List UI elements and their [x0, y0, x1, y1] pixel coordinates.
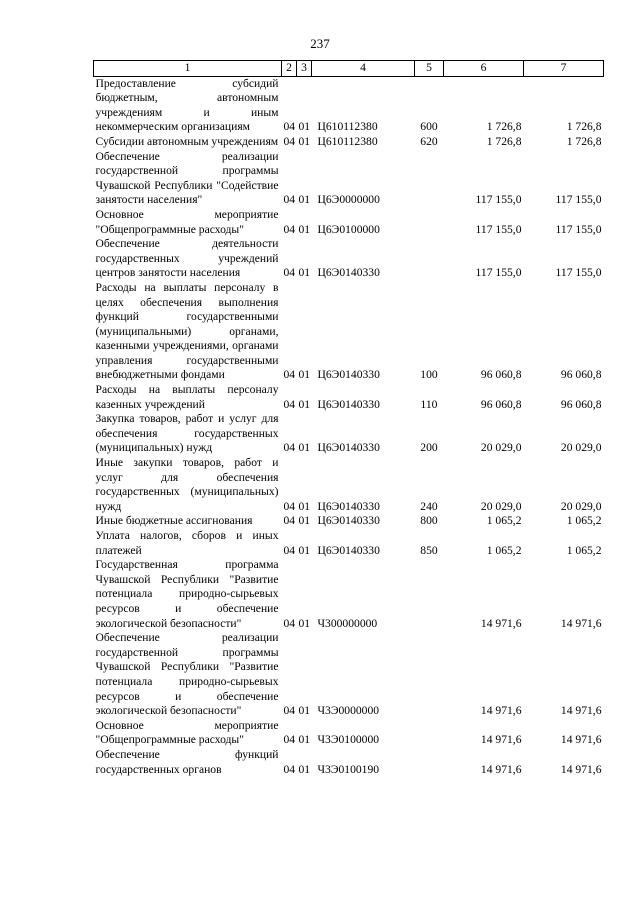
target-article-code: Ц6Э0140330	[317, 368, 380, 382]
subsection-code: 01	[298, 222, 311, 236]
table-row	[94, 748, 604, 777]
subsection-code: 01	[298, 193, 311, 207]
target-article-code: Ц610112380	[317, 134, 378, 148]
section-code: 04	[283, 441, 296, 455]
section-code: 04	[283, 514, 296, 528]
expense-type-code	[415, 558, 444, 631]
table-header-row	[94, 61, 604, 77]
subsection-code: 01	[298, 134, 311, 148]
table-row	[94, 135, 604, 150]
section-code: 04	[283, 499, 296, 513]
table-row	[94, 514, 604, 529]
expense-type-code: 850	[420, 543, 438, 557]
expense-type-code: 800	[420, 514, 438, 528]
section-code: 04	[283, 704, 296, 718]
item-name: Основное мероприятие "Общепрограммные расходы"	[95, 718, 279, 747]
amount-col7: 1 726,8	[566, 134, 602, 148]
table-row	[94, 150, 604, 208]
table-row	[94, 281, 604, 383]
page-number: 237	[310, 36, 330, 51]
expense-type-code: 600	[420, 120, 438, 134]
table-row	[94, 237, 604, 281]
table-row	[94, 76, 604, 135]
target-article-code: Ц6Э0140330	[317, 514, 380, 528]
item-name: Предоставление субсидий бюджетным, автономным учреждениям и иным некоммерческим организациям	[95, 76, 279, 134]
target-article-code: Ч300000000	[317, 616, 378, 630]
section-code: 04	[283, 397, 296, 411]
amount-col7: 14 971,6	[560, 733, 602, 747]
amount-col6: 1 065,2	[486, 543, 522, 557]
item-name: Расходы на выплаты персоналу в целях обеспечения выполнения функций государственными (муниципальными) органами, казенными учреждениями, органами управления государственными внебюджетными фондами	[95, 280, 279, 382]
amount-col7: 1 065,2	[566, 543, 602, 557]
subsection-code: 01	[298, 704, 311, 718]
section-code: 04	[283, 762, 296, 776]
amount-col6: 96 060,8	[480, 368, 522, 382]
target-article-code: Ц6Э0140330	[317, 397, 380, 411]
subsection-code: 01	[298, 266, 311, 280]
expense-type-code: 620	[420, 134, 438, 148]
amount-col7: 14 971,6	[560, 616, 602, 630]
table-row	[94, 558, 604, 631]
amount-col7: 14 971,6	[560, 762, 602, 776]
subsection-code: 01	[298, 499, 311, 513]
amount-col7: 117 155,0	[555, 266, 602, 280]
expense-type-code: 240	[420, 499, 438, 513]
table-row	[94, 529, 604, 558]
subsection-code: 01	[298, 441, 311, 455]
item-name: Иные закупки товаров, работ и услуг для обеспечения государственных (муниципальных) нужд	[95, 456, 279, 513]
amount-col6: 14 971,6	[480, 762, 522, 776]
section-code: 04	[283, 134, 296, 148]
amount-col6: 117 155,0	[475, 266, 522, 280]
table-row	[94, 456, 604, 514]
item-name: Закупка товаров, работ и услуг для обеспечения государственных (муниципальных) нужд	[95, 412, 279, 455]
column-header-4: 4	[312, 61, 415, 77]
amount-col6: 96 060,8	[480, 397, 522, 411]
column-header-6: 6	[444, 61, 524, 77]
target-article-code: Ч3Э0100190	[317, 762, 380, 776]
item-name: Обеспечение функций государственных органов	[95, 747, 279, 776]
amount-col6: 117 155,0	[475, 222, 522, 236]
item-name: Государственная программа Чувашской Республики "Развитие потенциала природно-сырьевых ресурсов и обеспечение экологической безопасности"	[95, 558, 279, 630]
table-row	[94, 719, 604, 748]
subsection-code: 01	[298, 733, 311, 747]
amount-col6: 20 029,0	[480, 441, 522, 455]
item-name: Обеспечение реализации государственной программы Чувашской Республики "Развитие потенциала природно-сырьевых ресурсов и обеспечение экологической безопасности"	[95, 631, 279, 718]
amount-col6: 1 726,8	[486, 134, 522, 148]
expense-type-code	[415, 748, 444, 777]
amount-col7: 14 971,6	[560, 704, 602, 718]
section-code: 04	[283, 368, 296, 382]
section-code: 04	[283, 266, 296, 280]
item-name: Основное мероприятие "Общепрограммные расходы"	[95, 207, 279, 236]
item-name: Обеспечение деятельности государственных учреждений центров занятости населения	[95, 237, 279, 280]
amount-col6: 14 971,6	[480, 616, 522, 630]
target-article-code: Ц6Э0140330	[317, 499, 380, 513]
section-code: 04	[283, 733, 296, 747]
item-name: Обеспечение реализации государственной программы Чувашской Республики "Содействие занятости населения"	[95, 149, 279, 207]
item-name: Уплата налогов, сборов и иных платежей	[95, 529, 279, 557]
amount-col6: 1 065,2	[486, 514, 522, 528]
amount-col7: 96 060,8	[560, 397, 602, 411]
expense-type-code	[415, 631, 444, 719]
amount-col7: 20 029,0	[560, 499, 602, 513]
amount-col6: 14 971,6	[480, 704, 522, 718]
amount-col6: 1 726,8	[486, 120, 522, 134]
column-header-1: 1	[94, 61, 282, 77]
expense-type-code	[415, 208, 444, 237]
subsection-code: 01	[298, 762, 311, 776]
amount-col7: 96 060,8	[560, 368, 602, 382]
target-article-code: Ц6Э0140330	[317, 266, 380, 280]
expense-type-code: 100	[420, 368, 438, 382]
section-code: 04	[283, 543, 296, 557]
target-article-code: Ц6Э0000000	[317, 193, 380, 207]
target-article-code: Ц6Э0140330	[317, 441, 380, 455]
amount-col7: 20 029,0	[560, 441, 602, 455]
subsection-code: 01	[298, 543, 311, 557]
table-row	[94, 208, 604, 237]
subsection-code: 01	[298, 514, 311, 528]
expense-type-code	[415, 237, 444, 281]
item-name: Расходы на выплаты персоналу казенных учреждений	[95, 383, 279, 411]
section-code: 04	[283, 222, 296, 236]
column-header-7: 7	[524, 61, 604, 77]
section-code: 04	[283, 193, 296, 207]
expense-type-code	[415, 719, 444, 748]
table-row	[94, 383, 604, 412]
subsection-code: 01	[298, 397, 311, 411]
expense-type-code	[415, 150, 444, 208]
expense-type-code: 110	[420, 397, 438, 411]
target-article-code: Ц6Э0140330	[317, 543, 380, 557]
target-article-code: Ц6Э0100000	[317, 222, 380, 236]
amount-col7: 1 065,2	[566, 514, 602, 528]
amount-col7: 117 155,0	[555, 193, 602, 207]
column-header-5: 5	[415, 61, 444, 77]
item-name: Субсидии автономным учреждениям	[95, 134, 279, 148]
target-article-code: Ч3Э0000000	[317, 704, 380, 718]
item-name: Иные бюджетные ассигнования	[95, 514, 253, 528]
table-row	[94, 631, 604, 719]
budget-table	[93, 60, 604, 777]
section-code: 04	[283, 120, 296, 134]
column-header-3: 3	[297, 61, 312, 77]
target-article-code: Ч3Э0100000	[317, 733, 380, 747]
subsection-code: 01	[298, 368, 311, 382]
amount-col6: 117 155,0	[475, 193, 522, 207]
amount-col7: 1 726,8	[566, 120, 602, 134]
column-header-2: 2	[282, 61, 297, 77]
amount-col6: 14 971,6	[480, 733, 522, 747]
amount-col7: 117 155,0	[555, 222, 602, 236]
target-article-code: Ц610112380	[317, 120, 378, 134]
subsection-code: 01	[298, 616, 311, 630]
subsection-code: 01	[298, 120, 311, 134]
table-row	[94, 412, 604, 456]
amount-col6: 20 029,0	[480, 499, 522, 513]
table-body	[94, 76, 604, 777]
expense-type-code: 200	[420, 441, 438, 455]
section-code: 04	[283, 616, 296, 630]
